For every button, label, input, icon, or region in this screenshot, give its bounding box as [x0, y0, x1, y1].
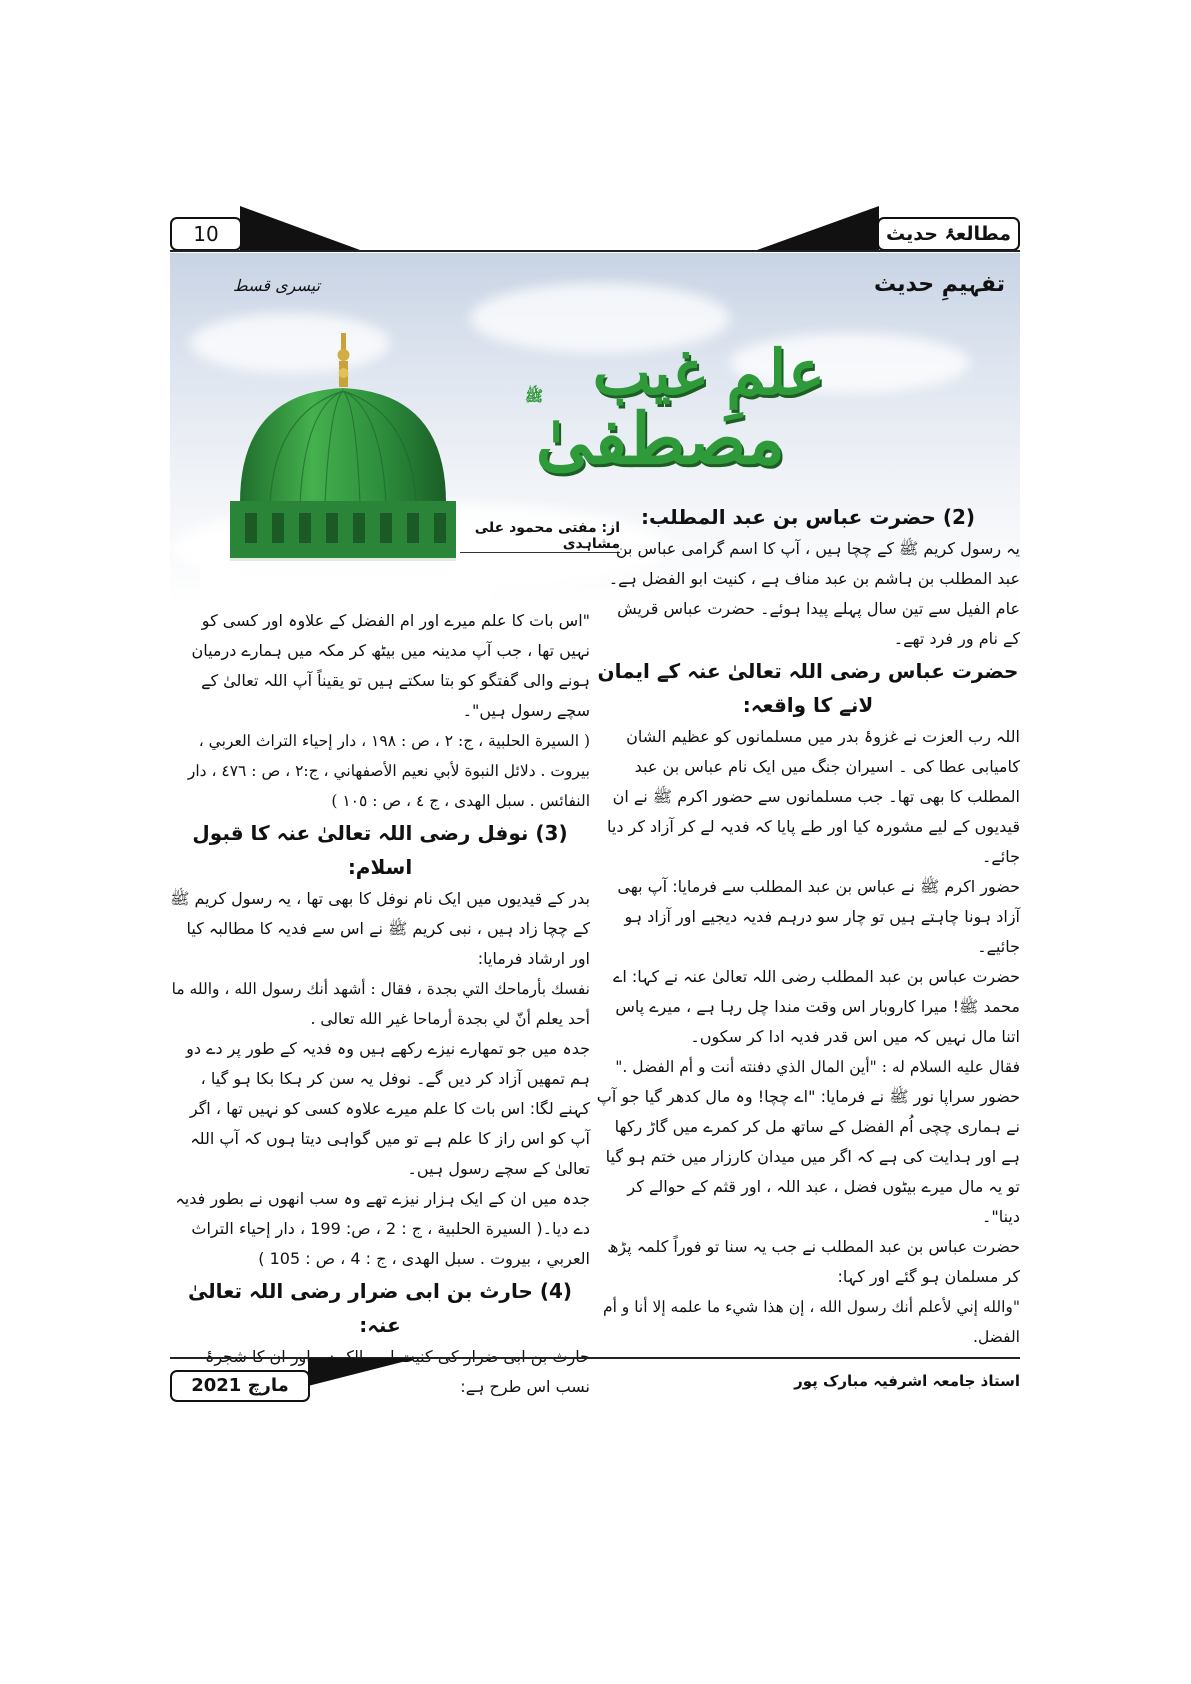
article-title: [505, 336, 825, 480]
heading-harith: (4) حارث بن ابی ضرار رضی اللہ تعالیٰ عنہ:: [187, 1279, 573, 1337]
arabic-quote: نفسك بأرماحك التي بجدة ، فقال : أشهد أنك رسول الله ، والله ما أحد يعلم أنّ لي بجدة أرماحا غير الله تعالى .: [171, 980, 590, 1028]
paragraph: حضور اکرم ﷺ نے عباس بن عبد المطلب سے فرمایا: آپ بھی آزاد ہونا چاہتے ہیں تو چار سو درہم فدیہ دیجیے اور آزاد ہو جائیے۔: [617, 877, 1020, 956]
subheading: تفہیمِ حدیث: [874, 272, 1005, 297]
paragraph: اللہ رب العزت نے غزوۂ بدر میں مسلمانوں کو عظیم الشان کامیابی عطا کی ۔ اسیران جنگ میں ایک نام عباس بن عبد المطلب کا بھی تھا۔ جب مسلمانوں سے حضور اکرم ﷺ نے ان قیدیوں کے لیے مشورہ کیا اور طے پایا کہ فدیہ لے کر آزاد کر دیا جائے۔: [606, 727, 1020, 866]
reference-citation: ( السيرة الحلبية ، ج: ٢ ، ص : ١٩٨ ، دار إحياء التراث العربي ، بيروت . دلائل النبوة لأبي نعيم الأصفهاني ، ج:٢ ، ص : ٤٧٦ ، دار النفائس . سبل الهدى ، ج ٤ ، ص : ١٠٥ ): [187, 732, 590, 810]
paragraph: بدر کے قیدیوں میں ایک نام نوفل کا بھی تھا ، یہ رسول کریم ﷺ کے چچا زاد ہیں ، نبی کریم ﷺ نے اس سے فدیہ کا مطالبہ کیا اور ارشاد فرمایا:: [170, 889, 590, 968]
author-affiliation: استاذ جامعہ اشرفیہ مبارک پور: [794, 1372, 1020, 1390]
paragraph: یہ رسول کریم ﷺ کے چچا ہیں ، آپ کا اسم گرامی عباس بن عبد المطلب بن ہاشم بن عبد مناف ہے ، کنیت ابو الفضل ہے۔ عام الفیل سے تین سال پہلے پیدا ہوئے۔ حضرت عباس قریش کے نام ور فرد تھے۔: [608, 539, 1020, 648]
author-byline: از: مفتی محمود علی مشاہدی: [460, 520, 620, 553]
section-title: مطالعۂ حدیث: [877, 217, 1020, 251]
header-rule: [170, 250, 1020, 252]
header-right-wedge: [757, 206, 879, 252]
arabic-quote: "والله إني لأعلم أنك رسول الله ، إن هذا شيء ما علمه إلا أنا و أم الفضل.: [602, 1298, 1020, 1346]
page-number: 10: [170, 217, 242, 251]
footer-rule: [170, 1357, 1020, 1359]
heading-abbas-iman: حضرت عباس رضی اللہ تعالیٰ عنہ کے ایمان لانے کا واقعہ:: [597, 659, 1019, 717]
paragraph: جدہ میں ان کے ایک ہزار نیزے تھے وہ سب انھوں نے بطور فدیہ دے دیا۔( السيرة الحلبية ، ج : 2 ، ص: 199 ، دار إحياء التراث العربي ، بيروت . سبل الهدى ، ج : 4 ، ص : 105 ): [175, 1189, 590, 1268]
green-dome-image: [200, 333, 490, 603]
paragraph: نسب اس طرح ہے:: [460, 1377, 590, 1396]
paragraph: جدہ میں جو تمھارے نیزے رکھے ہیں وہ فدیہ کے طور پر دے دو ہم تمھیں آزاد کر دیں گے۔ نوفل یہ سن کر ہکا بکا ہو گیا ، کہنے لگا: اس بات کا علم میرے علاوہ کسی کو نہیں تھا ، اگر آپ کو اس راز کا علم ہے تو میں گواہی دیتا ہوں کہ آپ اللہ تعالیٰ کے سچے رسول ہیں۔: [186, 1039, 590, 1178]
honorific-mark: ﷺ: [525, 387, 544, 405]
arabic-quote: فقال عليه السلام له : "أين المال الذي دفنته أنت و أم الفضل .": [615, 1058, 1020, 1076]
left-column: [170, 606, 590, 1402]
quote-paragraph: "اس بات کا علم میرے اور ام الفضل کے علاوہ اور کسی کو نہیں تھا ، جب آپ مدینہ میں بیٹھ کر مکہ میں ہمارے درمیان ہونے والی گفتگو کو بتا سکتے ہیں تو یقیناً آپ اللہ تعالیٰ کے سچے رسول ہیں"۔: [191, 611, 590, 720]
paragraph: حضور سراپا نور ﷺ نے فرمایا: "اے چچا! وہ مال کدھر گیا جو آپ نے ہماری چچی اُم الفضل کے ساتھ مل کر کمرے میں گاڑ رکھا ہے اور ہدایت کی ہے کہ اگر میں میدان کارزار میں ختم ہو گیا تو یہ مال میرے بیٹوں فضل ، عبد اللہ ، اور قثم کے حوالے کر دینا"۔: [596, 1087, 1020, 1226]
heading-nawfal: (3) نوفل رضی اللہ تعالیٰ عنہ کا قبول اسلام:: [192, 821, 568, 879]
heading-abbas: (2) حضرت عباس بن عبد المطلب:: [640, 505, 976, 529]
title-line-1: علمِ غیب: [592, 336, 825, 409]
right-column: [596, 500, 1020, 1352]
installment-label: تیسری قسط: [232, 276, 320, 295]
paragraph: حضرت عباس بن عبد المطلب نے جب یہ سنا تو فوراً کلمہ پڑھ کر مسلمان ہو گئے اور کہا:: [607, 1237, 1020, 1286]
title-line-2: مصطفیٰ: [535, 397, 785, 480]
footer-wedge: [308, 1358, 418, 1388]
paragraph: حضرت عباس بن عبد المطلب رضی اللہ تعالیٰ عنہ نے کہا: اے محمد ﷺ! میرا کاروبار اس وقت مندا چل رہا ہے ، میرے پاس اتنا مال نہیں کہ میں اس قدر فدیہ ادا کر سکوں۔: [612, 967, 1020, 1046]
issue-date: مارچ 2021: [170, 1370, 310, 1402]
header-left-wedge: [240, 206, 360, 252]
